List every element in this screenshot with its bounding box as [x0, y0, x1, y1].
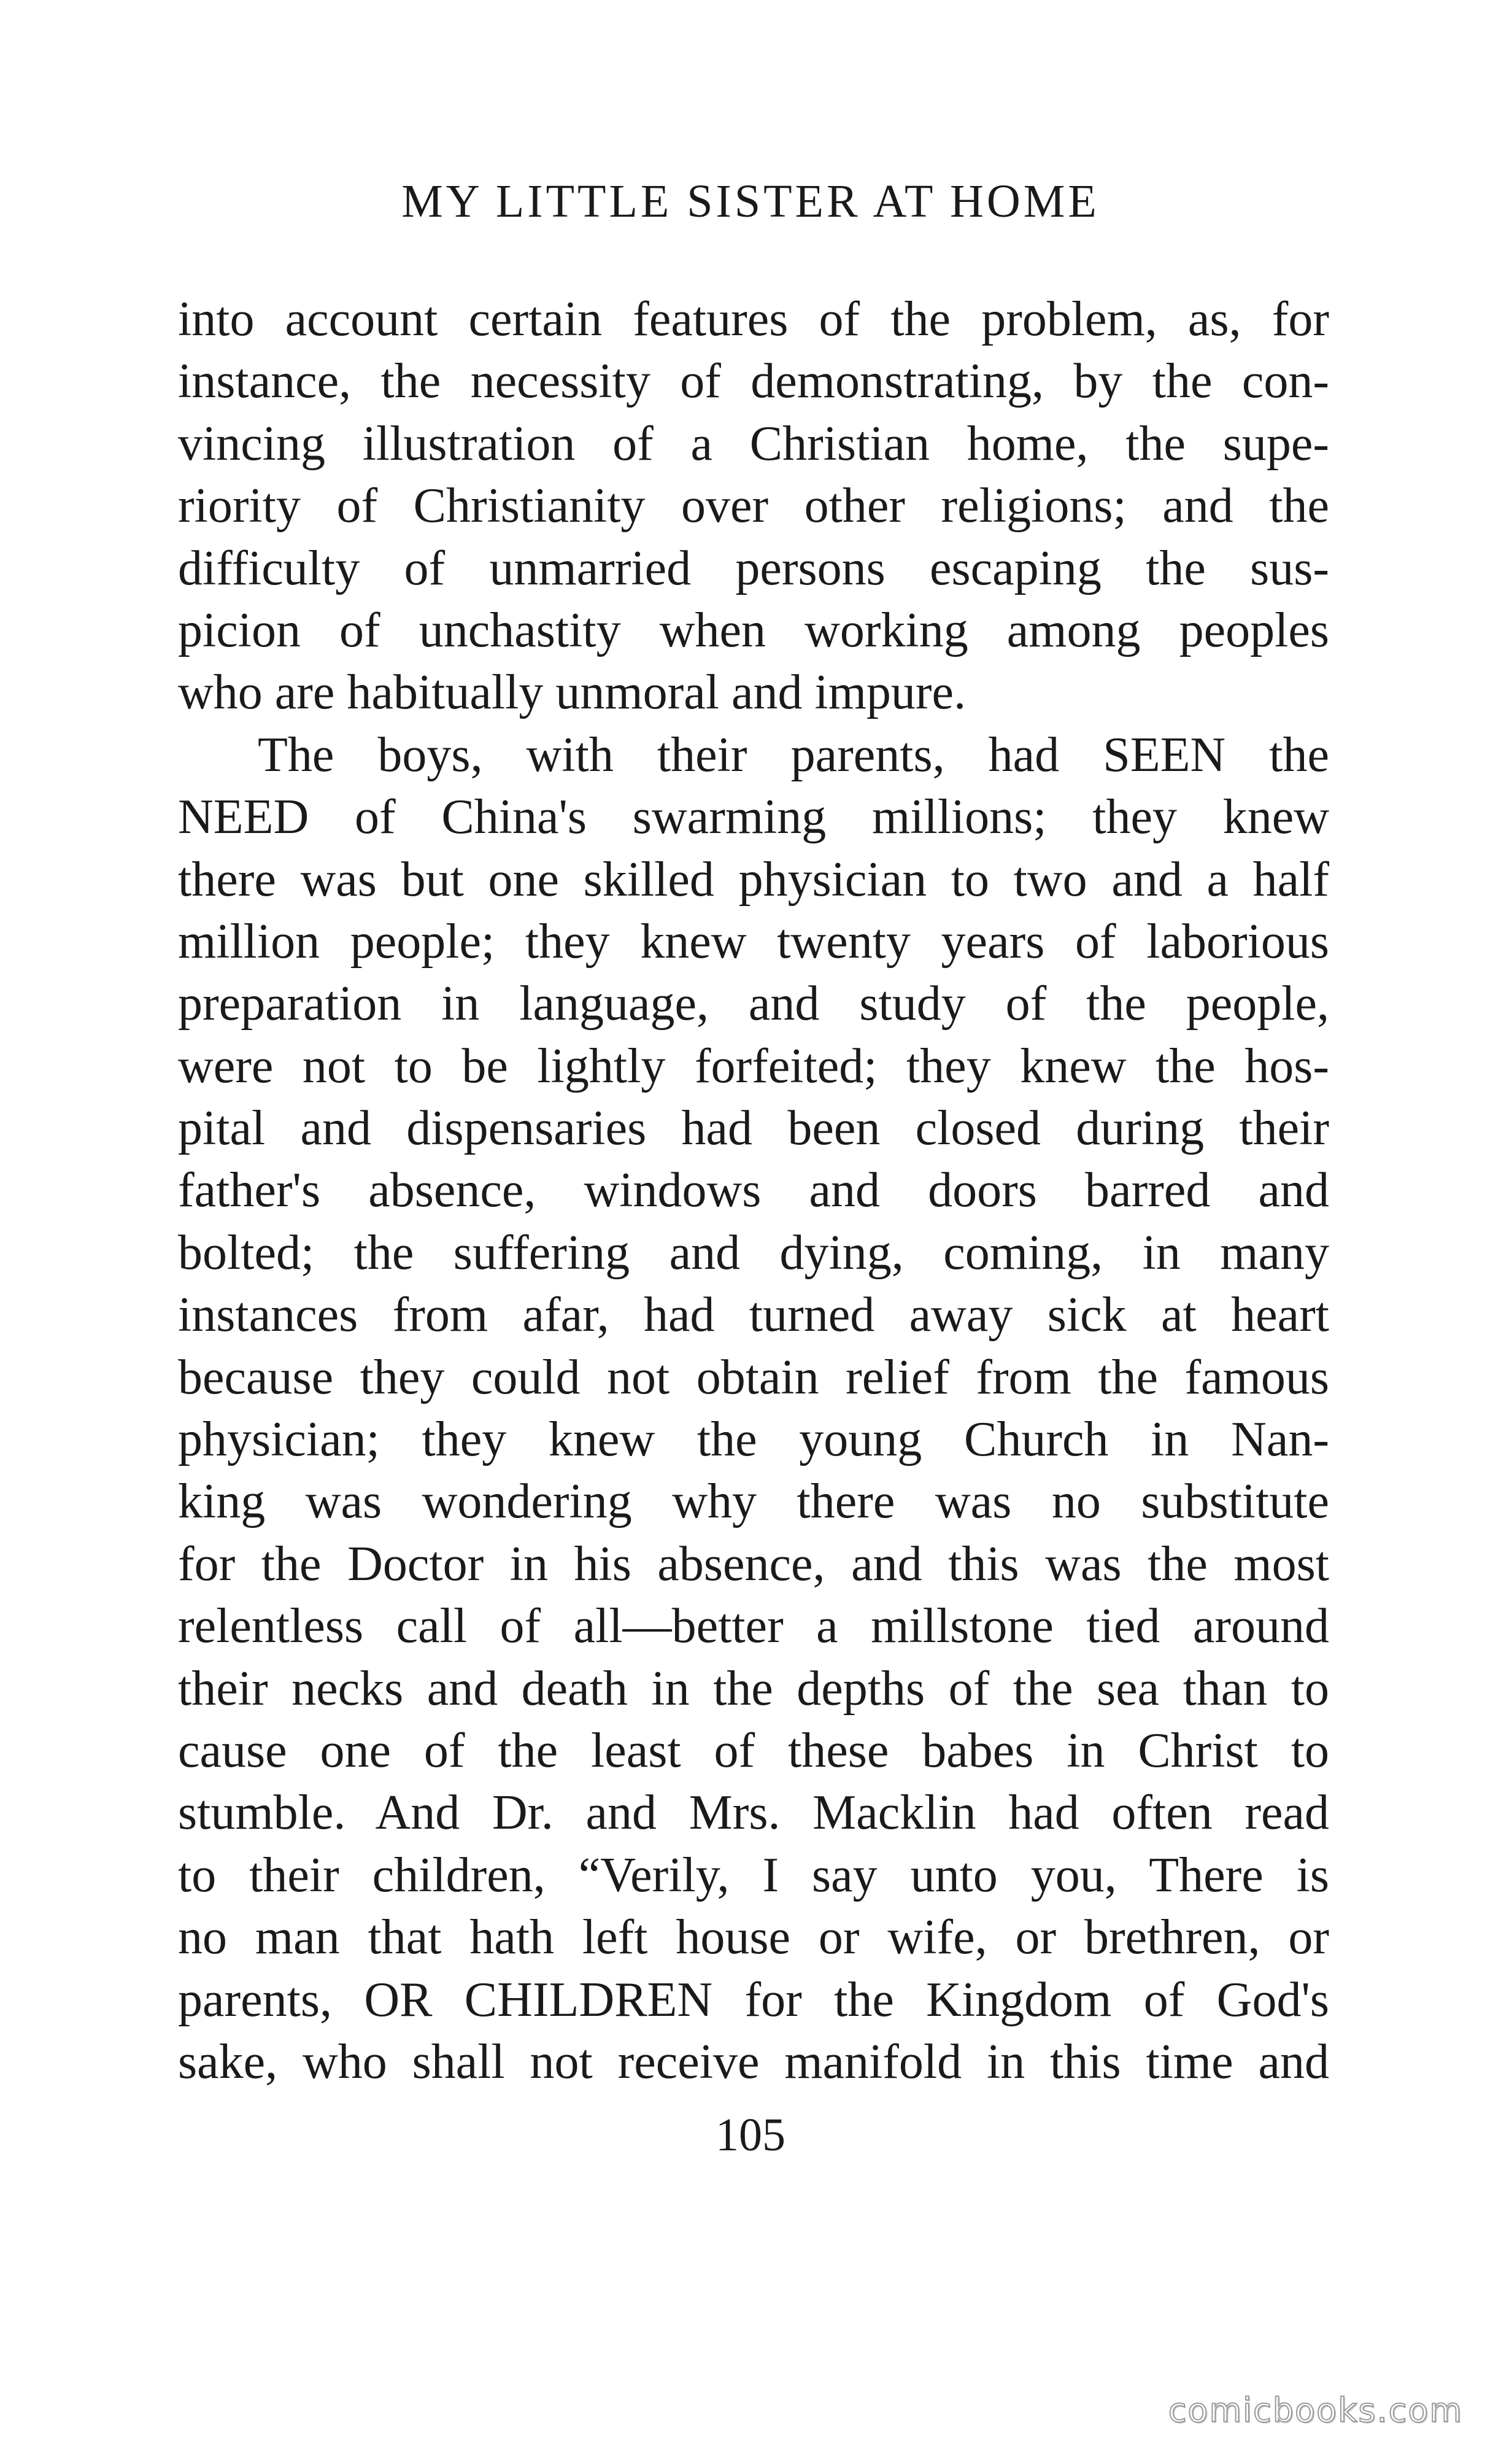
text-line: father's absence, windows and doors barred and	[178, 1163, 1329, 1218]
text-line: king was wondering why there was no substitute	[178, 1474, 1329, 1529]
text-line: instances from afar, had turned away sick at heart	[178, 1288, 1329, 1342]
text-line: for the Doctor in his absence, and this was the most	[178, 1536, 1329, 1591]
body-text	[178, 289, 1329, 2093]
text-line: into account certain features of the problem, as, for	[178, 292, 1329, 346]
text-line: there was but one skilled physician to two and a half	[178, 852, 1329, 907]
page-number: 105	[716, 2109, 785, 2161]
text-line: pital and dispensaries had been closed during their	[178, 1101, 1329, 1156]
text-line: parents, OR CHILDREN for the Kingdom of God's	[178, 1972, 1329, 2027]
running-head: MY LITTLE SISTER AT HOME	[401, 176, 1100, 227]
text-line: instance, the necessity of demonstrating, by the con-	[178, 354, 1329, 409]
text-line: no man that hath left house or wife, or brethren, or	[178, 1910, 1329, 1965]
text-line: to their children, “Verily, I say unto you, There is	[178, 1848, 1329, 1902]
text-line: bolted; the suffering and dying, coming, in many	[178, 1225, 1329, 1280]
text-line: picion of unchastity when working among peoples	[178, 603, 1329, 657]
text-line: preparation in language, and study of the people,	[178, 977, 1329, 1031]
watermark: comicbooks.com	[1168, 2391, 1463, 2430]
text-line: cause one of the least of these babes in Christ to	[178, 1723, 1329, 1778]
text-line: NEED of China's swarming millions; they knew	[178, 790, 1329, 845]
text-line: were not to be lightly forfeited; they knew the hos-	[178, 1039, 1329, 1093]
text-line: because they could not obtain relief from the famous	[178, 1350, 1329, 1404]
text-line: stumble. And Dr. and Mrs. Macklin had often read	[178, 1786, 1329, 1840]
text-line: riority of Christianity over other religions; and the	[178, 479, 1329, 533]
text-line: sake, who shall not receive manifold in this time and	[178, 2034, 1329, 2089]
text-line: their necks and death in the depths of the sea than to	[178, 1661, 1329, 1716]
text-line: million people; they knew twenty years of laborious	[178, 914, 1329, 969]
text-line: vincing illustration of a Christian home, the supe-	[178, 416, 1329, 471]
text-line: physician; they knew the young Church in Nan-	[178, 1412, 1329, 1467]
text-line: difficulty of unmarried persons escaping the sus-	[178, 541, 1329, 595]
text-line: who are habitually unmoral and impure.	[178, 665, 967, 720]
text-line: The boys, with their parents, had SEEN the	[258, 727, 1329, 782]
text-line: relentless call of all—better a millstone tied around	[178, 1599, 1329, 1654]
